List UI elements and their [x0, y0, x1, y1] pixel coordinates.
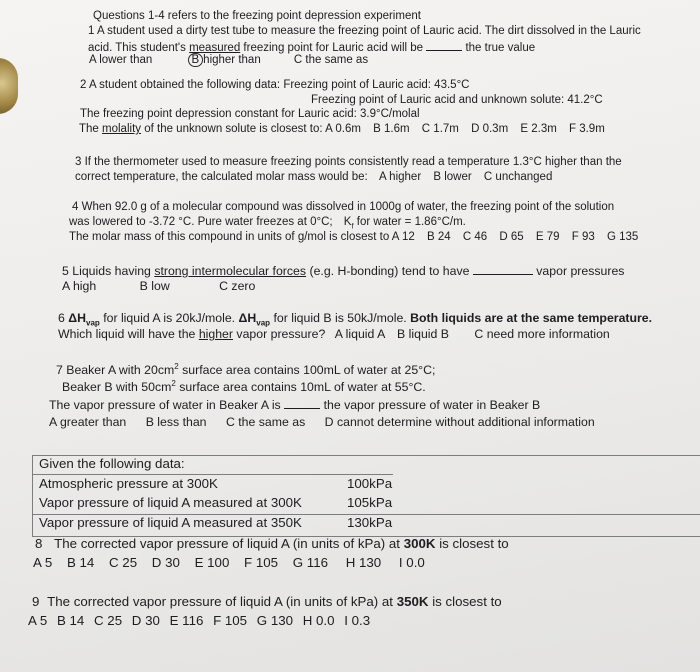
q2-line4: The molality of the unknown solute is closest to: A 0.6m B 1.6m C 1.7m D 0.3m E 2.3m F 3.9m: [79, 123, 605, 135]
q1-option-b[interactable]: B higher than: [188, 54, 261, 66]
q2-option[interactable]: D 0.3m: [471, 123, 509, 135]
q9-option[interactable]: A 5: [28, 613, 48, 628]
q9-option[interactable]: E 116: [169, 613, 204, 628]
q9-option[interactable]: H 0.0: [302, 613, 335, 628]
q4-line2: was lowered to -3.72 °C. Pure water freezes at 0°C; $K_f$ for water = 1.86°C/m.: [69, 216, 466, 231]
q8-option[interactable]: E 100: [194, 555, 230, 570]
q5-option[interactable]: A high: [62, 279, 97, 293]
q8-option[interactable]: D 30: [151, 555, 180, 570]
q5-option[interactable]: B low: [139, 279, 170, 293]
data-row-label: Atmospheric pressure at 300K: [39, 476, 218, 491]
q1-options: [89, 53, 368, 67]
q2-option[interactable]: C 1.7m: [421, 123, 459, 135]
q5-options: [62, 279, 255, 293]
q9-option[interactable]: F 105: [213, 613, 248, 628]
divider: [33, 474, 393, 475]
q7-line1: 7 Beaker A with $20cm^2$ surface area contains 100mL of water at 25°C;: [56, 362, 436, 378]
data-row-label: Vapor pressure of liquid A measured at 300K: [39, 495, 302, 510]
q7-options: [49, 415, 595, 429]
data-row-value: 100kPa: [347, 476, 393, 491]
q4-option[interactable]: D 65: [499, 231, 524, 243]
q9-option[interactable]: B 14: [56, 613, 85, 628]
q3-option[interactable]: B lower: [433, 171, 472, 183]
q2-option[interactable]: A 0.6m: [325, 123, 361, 135]
q9-text: 9 The corrected vapor pressure of liquid A (in units of kPa) at 350K is closest to: [32, 594, 502, 609]
q1-blank: [426, 39, 462, 51]
q4-option[interactable]: F 93: [571, 231, 595, 243]
selected-answer-circle: B: [188, 53, 204, 67]
intro-text: Questions 1-4 refers to the freezing point depression experiment: [93, 10, 421, 22]
q8-option[interactable]: C 25: [109, 555, 138, 570]
q4-line3: The molar mass of this compound in units of g/mol is closest to A 12 B 24 C 46 D 65 E 79 F 93 G 135: [69, 231, 639, 243]
q2-line1: 2 A student obtained the following data: Freezing point of Lauric acid: 43.5°C: [80, 79, 470, 91]
q5-line1: 5 Liquids having strong intermolecular forces (e.g. H-bonding) tend to have vapor pressures: [62, 264, 625, 278]
q9-option[interactable]: G 130: [256, 613, 294, 628]
q6-option[interactable]: A liquid A: [334, 327, 385, 341]
q3-option[interactable]: C unchanged: [483, 171, 553, 183]
q6-line1: 6 $\Delta H_{vap}$ for liquid A is 20kJ/mole. $\Delta H_{vap}$ for liquid B is 50kJ/mole. Both liquids are at the same temperature.: [58, 311, 653, 328]
q8-text: 8 The corrected vapor pressure of liquid A (in units of kPa) at 300K is closest to: [35, 536, 509, 551]
q9-option[interactable]: C 25: [94, 613, 123, 628]
q3-line1: 3 If the thermometer used to measure freezing points consistently read a temperature 1.3°C higher than the: [75, 156, 622, 168]
q8-option[interactable]: G 116: [292, 555, 329, 570]
q6-line2: Which liquid will have the higher vapor pressure? A liquid A B liquid B C need more information: [58, 327, 610, 341]
q8-option[interactable]: F 105: [244, 555, 279, 570]
q9-option[interactable]: D 30: [131, 613, 160, 628]
q3-line2: correct temperature, the calculated molar mass would be: A higher B lower C unchanged: [75, 171, 553, 183]
q8-option[interactable]: I 0.0: [398, 555, 425, 570]
given-data-table: [32, 455, 700, 537]
data-row-value: 105kPa: [347, 495, 393, 510]
q4-option[interactable]: G 135: [607, 231, 639, 243]
q4-option[interactable]: C 46: [462, 231, 488, 243]
data-row-value: 130kPa: [347, 515, 393, 530]
q8-option[interactable]: H 130: [345, 555, 382, 570]
q2-line3: The freezing point depression constant for Lauric acid: 3.9°C/molal: [80, 108, 420, 120]
q2-option[interactable]: E 2.3m: [520, 123, 557, 135]
q4-line1: 4 When 92.0 g of a molecular compound was dissolved in 1000g of water, the freezing point of the solution: [72, 201, 615, 213]
q1-option-a[interactable]: A lower than: [89, 54, 153, 66]
q4-option[interactable]: A 12: [391, 231, 415, 243]
q6-option[interactable]: B liquid B: [397, 327, 449, 341]
q3-option[interactable]: A higher: [378, 171, 422, 183]
q4-option[interactable]: B 24: [427, 231, 451, 243]
q7-option[interactable]: A greater than: [49, 415, 127, 429]
q4-option[interactable]: E 79: [535, 231, 560, 243]
data-heading: Given the following data:: [39, 456, 185, 471]
q7-line2: Beaker B with $50cm^2$ surface area contains 10mL of water at 55°C.: [62, 379, 426, 395]
q2-option[interactable]: B 1.6m: [373, 123, 410, 135]
q7-option[interactable]: B less than: [145, 415, 207, 429]
q2-line2: Freezing point of Lauric acid and unknown solute: 41.2°C: [311, 94, 603, 106]
q8-option[interactable]: B 14: [66, 555, 95, 570]
q9-options: [28, 613, 370, 628]
q1-line2: acid. This student's measured freezing point for Lauric acid will be the true value: [88, 39, 535, 54]
q5-option[interactable]: C zero: [219, 279, 256, 293]
q2-option[interactable]: F 3.9m: [569, 123, 605, 135]
q7-line3: The vapor pressure of water in Beaker A is the vapor pressure of water in Beaker B: [49, 398, 541, 412]
q5-blank: [473, 263, 533, 275]
q7-option[interactable]: C the same as: [225, 415, 306, 429]
q7-option[interactable]: D cannot determine without additional information: [324, 415, 595, 429]
q7-blank: [284, 397, 320, 409]
q9-option[interactable]: I 0.3: [344, 613, 371, 628]
data-row-label: Vapor pressure of liquid A measured at 350K: [39, 515, 302, 530]
q8-options: [33, 555, 425, 570]
q1-option-c[interactable]: C the same as: [293, 54, 369, 66]
q1-line1: 1 A student used a dirty test tube to measure the freezing point of Lauric acid. The dirt dissolved in the Lauric: [88, 25, 641, 37]
q6-option[interactable]: C need more information: [474, 327, 610, 341]
q8-option[interactable]: A 5: [33, 555, 53, 570]
